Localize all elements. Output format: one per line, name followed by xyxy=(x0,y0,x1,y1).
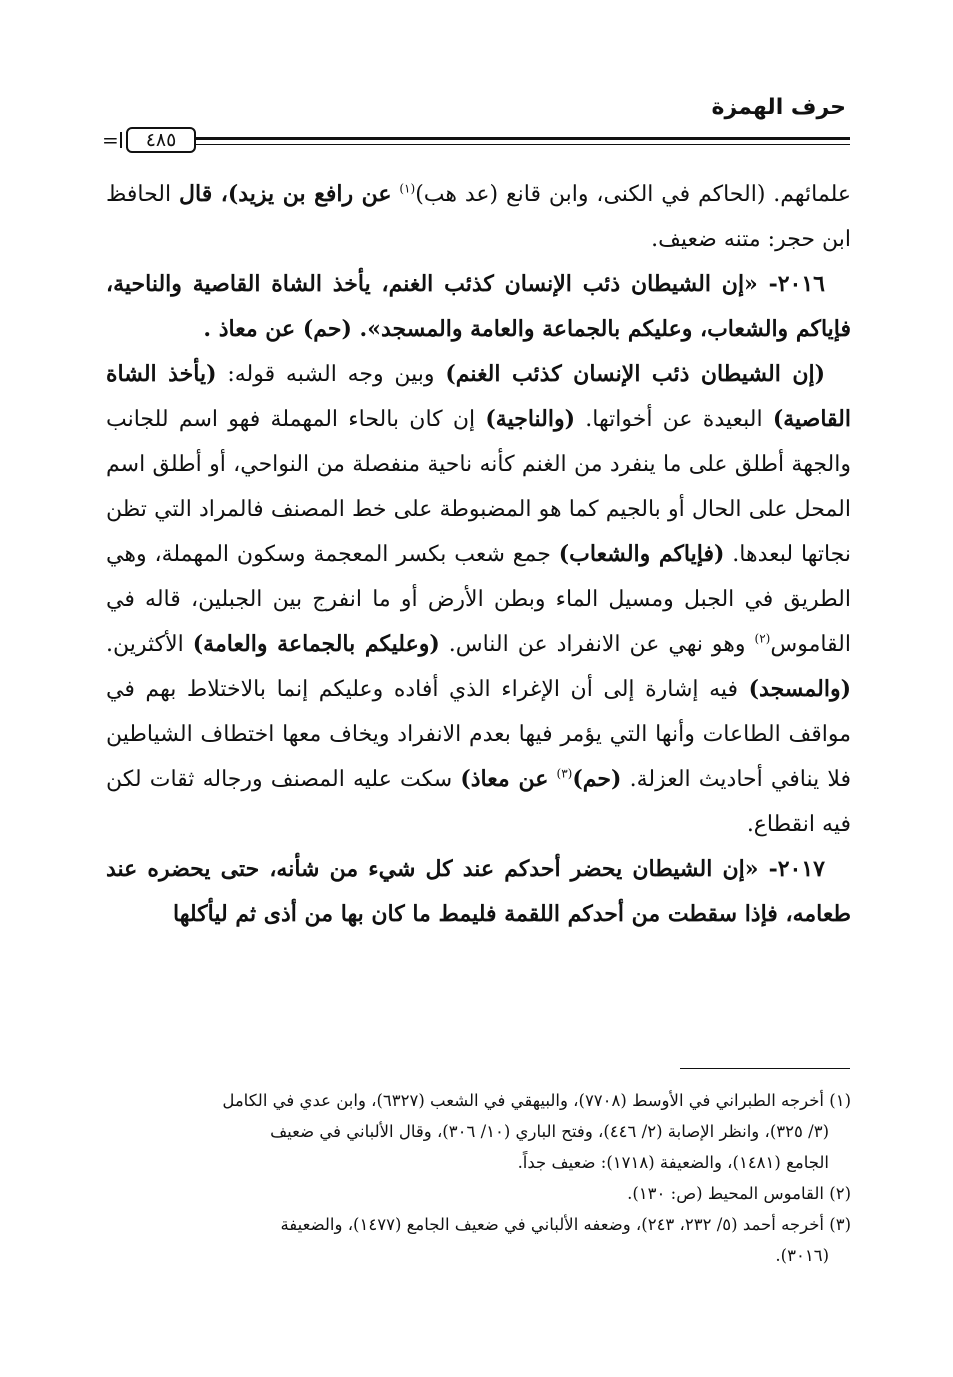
footnote-ref-3[interactable]: (٣) xyxy=(556,766,573,781)
hadith-2016: ٢٠١٦- «إن الشيطان ذئب الإنسان كذئب الغنم، يأخذ الشاة القاصية والناحية، فإياكم والشعاب، وعليكم بالجماعة والعامة والمسجد». (حم) عن معاذ . xyxy=(106,271,851,342)
footnote-1-cont-2: الجامع (١٤٨١)، والضعيفة (١٧١٨): ضعيف جداً. xyxy=(517,1153,829,1172)
footnote-3-cont: (٣٠١٦). xyxy=(775,1246,829,1265)
header-rule-thick xyxy=(196,137,850,140)
footnotes xyxy=(106,1085,851,1271)
main-text xyxy=(106,172,851,937)
header-rule-thin xyxy=(196,144,850,145)
commentary-2016: (إن الشيطان ذئب الإنسان كذئب الغنم) وبين وجه الشبه قوله: (يأخذ الشاة القاصية) البعيدة عن أخواتها. (والناجية) إن كان بالحاء المهملة فهو اسم للجانب والجهة أطلق على ما ينفرد من الغنم كأنه ناحية منفصلة من النواحي، أو أطلق اسم المحل على الحال أو بالجيم كما هو المضبوطة على خط المصنف فالمراد التي تظن نجاتها لبعدها. (فإياكم والشعاب) جمع شعب بكسر المعجمة وسكون المهملة، وهي الطريق في الجبل ومسيل الماء وبطن الأرض أو ما انفرج بين الجبلين، قاله في القاموس$^{(٢)}$ وهو نهي عن الانفراد عن الناس. (وعليكم بالجماعة والعامة) الأكثرين. (والمسجد) فيه إشارة إلى أن الإغراء الذي أفاده وعليكم إنما بالاختلاط بهم في مواقف الطاعات وأنها التي يؤمر فيها بعدم الانفراد ويخاف معها اختطاف الشياطين فلا ينافي أحاديث العزلة. (حم)$^{(٣)}$ عن معاذ) سكت عليه المصنف ورجاله ثقات لكن فيه انقطاع. xyxy=(106,361,852,837)
header-ornament: = xyxy=(102,128,119,152)
running-title: حرف الهمزة xyxy=(711,95,846,120)
footnote-1: (١) أخرجه الطبراني في الأوسط (٧٧٠٨)، والبيهقي في الشعب (٦٣٢٧)، وابن عدي في الكامل xyxy=(222,1091,851,1110)
footnote-ref-1[interactable]: (١) xyxy=(399,181,416,196)
footnote-separator xyxy=(680,1068,850,1069)
footnote-2: (٢) القاموس المحيط (ص: ١٣٠). xyxy=(627,1184,851,1203)
footnote-3: (٣) أخرجه أحمد (٥/ ٢٣٢، ٢٤٣)، وضعفه الألباني في ضعيف الجامع (١٤٧٧)، والضعيفة xyxy=(280,1215,851,1234)
hadith-2017: ٢٠١٧- «إن الشيطان يحضر أحدكم عند كل شيء من شأنه، حتى يحضره عند طعامه، فإذا سقطت من أحدكم اللقمة فليمط ما كان بها من أذى ثم ليأكلها xyxy=(106,856,851,927)
footnote-ref-2[interactable]: (٢) xyxy=(754,631,771,646)
footnote-1-cont: (٣/ ٣٢٥)، وانظر الإصابة (٢/ ٤٤٦)، وفتح الباري (١٠/ ٣٠٦)، وقال الألباني في ضعيف xyxy=(270,1122,829,1141)
page-number: ٤٨٥ xyxy=(126,127,196,153)
paragraph-intro: علمائهم. (الحاكم في الكنى، وابن قانع (عد هب)$^{(١)}$ عن رافع بن يزيد)، قال الحافظ ابن حجر: متنه ضعيف. xyxy=(106,181,851,252)
